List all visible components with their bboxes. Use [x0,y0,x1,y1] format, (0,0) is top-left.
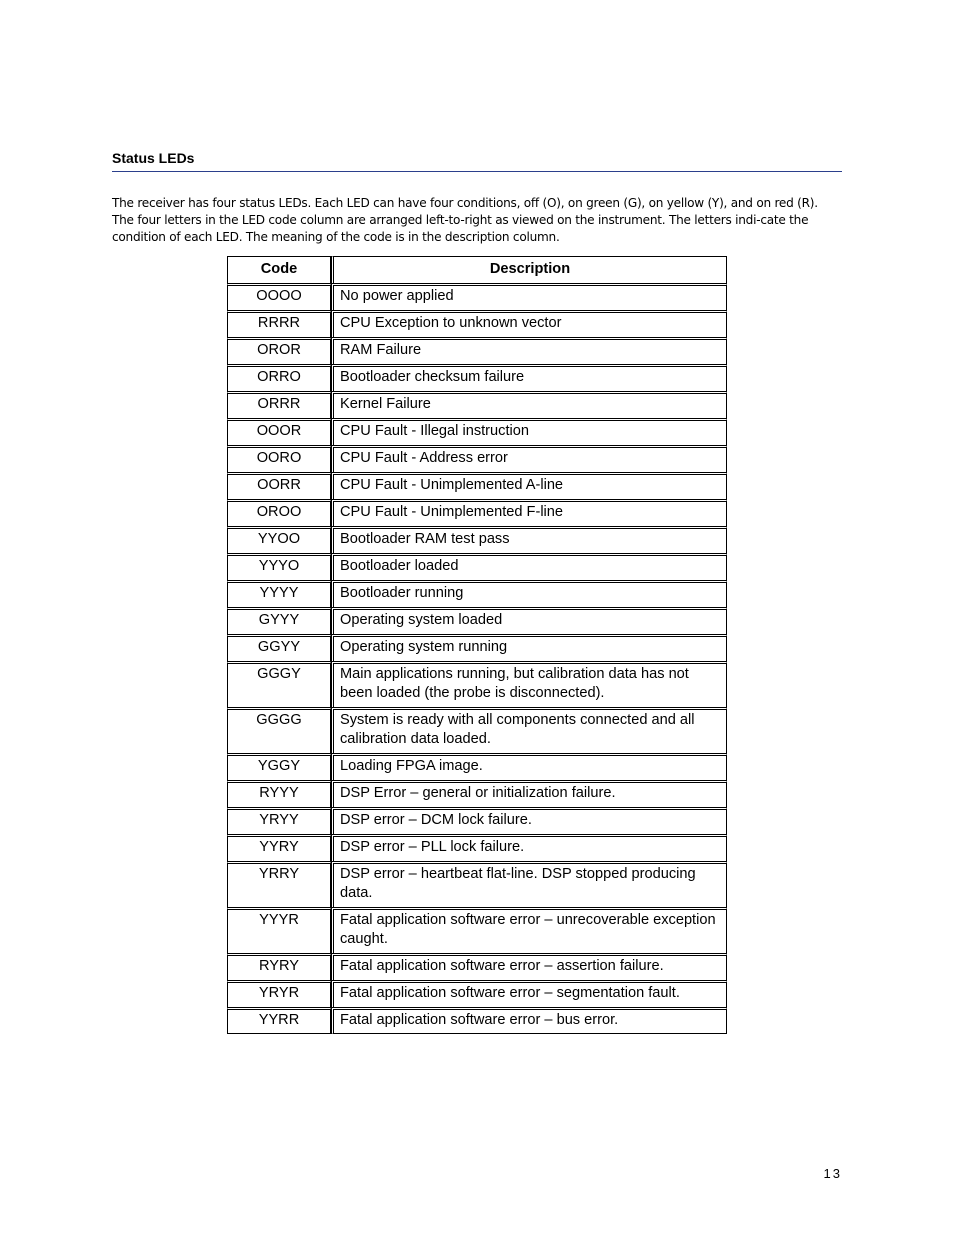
table-row [227,861,727,907]
table-row [227,980,727,1007]
table-row [227,499,727,526]
table-row [227,472,727,499]
led-code-cell: OROR [227,337,331,364]
led-description-cell: Kernel Failure [331,391,727,418]
page-number: 13 [823,1166,842,1181]
led-code-cell: YRRY [227,861,331,907]
intro-paragraph: The receiver has four status LEDs. Each LED can have four conditions, off (O), on green (G), on yellow (Y), and on red (R). The four letters in the LED code column are arranged left-to-right as viewed on the instrument. The letters indi-cate the condition of each LED. The meaning of the code is in the description column. [112,196,818,244]
table-row [227,445,727,472]
led-code-cell: OOOO [227,283,331,310]
table-row [227,580,727,607]
led-description-cell: Fatal application software error – assertion failure. [331,953,727,980]
led-description-cell: DSP error – DCM lock failure. [331,807,727,834]
led-description-cell: Bootloader loaded [331,553,727,580]
led-description-cell: Loading FPGA image. [331,753,727,780]
led-code-cell: RRRR [227,310,331,337]
led-description-cell: DSP Error – general or initialization failure. [331,780,727,807]
led-description-cell: No power applied [331,283,727,310]
led-code-cell: YYOO [227,526,331,553]
led-description-cell: Fatal application software error – unrecoverable exception caught. [331,907,727,953]
led-code-cell: GGGY [227,661,331,707]
status-led-table [227,256,727,1034]
led-description-cell: Main applications running, but calibration data has not been loaded (the probe is disconnected). [331,661,727,707]
table-row [227,834,727,861]
led-description-cell: DSP error – heartbeat flat-line. DSP stopped producing data. [331,861,727,907]
led-description-cell: DSP error – PLL lock failure. [331,834,727,861]
code-column-header: Code [227,256,331,283]
led-description-cell: Operating system loaded [331,607,727,634]
led-code-cell: GGYY [227,634,331,661]
led-code-cell: YRYR [227,980,331,1007]
table-row [227,661,727,707]
table-row [227,907,727,953]
table-row [227,283,727,310]
table-row [227,953,727,980]
led-code-cell: ORRR [227,391,331,418]
table-header-row [227,256,727,283]
led-description-cell: RAM Failure [331,337,727,364]
led-description-cell: System is ready with all components connected and all calibration data loaded. [331,707,727,753]
led-code-cell: RYYY [227,780,331,807]
led-description-cell: CPU Fault - Illegal instruction [331,418,727,445]
table-row [227,780,727,807]
led-code-cell: GGGG [227,707,331,753]
table-row [227,753,727,780]
led-code-cell: RYRY [227,953,331,980]
led-code-cell: OOOR [227,418,331,445]
table-body [227,283,727,1034]
table-row [227,418,727,445]
led-code-cell: OROO [227,499,331,526]
table-row [227,337,727,364]
led-description-cell: Bootloader checksum failure [331,364,727,391]
table-row [227,391,727,418]
table-row [227,1007,727,1034]
led-code-cell: YYRY [227,834,331,861]
table-row [227,634,727,661]
section-title: Status LEDs [112,150,195,166]
section-divider [112,171,842,172]
table-row [227,364,727,391]
table-row [227,807,727,834]
led-code-cell: YRYY [227,807,331,834]
table-row [227,607,727,634]
led-code-cell: YYYR [227,907,331,953]
led-description-cell: CPU Fault - Unimplemented A-line [331,472,727,499]
led-code-cell: ORRO [227,364,331,391]
led-code-cell: YYRR [227,1007,331,1034]
led-description-cell: Bootloader RAM test pass [331,526,727,553]
led-code-cell: OORR [227,472,331,499]
table-row [227,310,727,337]
led-code-cell: GYYY [227,607,331,634]
table-row [227,526,727,553]
led-description-cell: CPU Fault - Unimplemented F-line [331,499,727,526]
led-description-cell: CPU Exception to unknown vector [331,310,727,337]
led-description-cell: CPU Fault - Address error [331,445,727,472]
table-row [227,707,727,753]
led-code-cell: OORO [227,445,331,472]
led-description-cell: Fatal application software error – bus error. [331,1007,727,1034]
led-code-cell: YYYO [227,553,331,580]
led-description-cell: Operating system running [331,634,727,661]
led-code-cell: YGGY [227,753,331,780]
led-description-cell: Fatal application software error – segmentation fault. [331,980,727,1007]
description-column-header: Description [331,256,727,283]
led-description-cell: Bootloader running [331,580,727,607]
led-code-cell: YYYY [227,580,331,607]
table-row [227,553,727,580]
